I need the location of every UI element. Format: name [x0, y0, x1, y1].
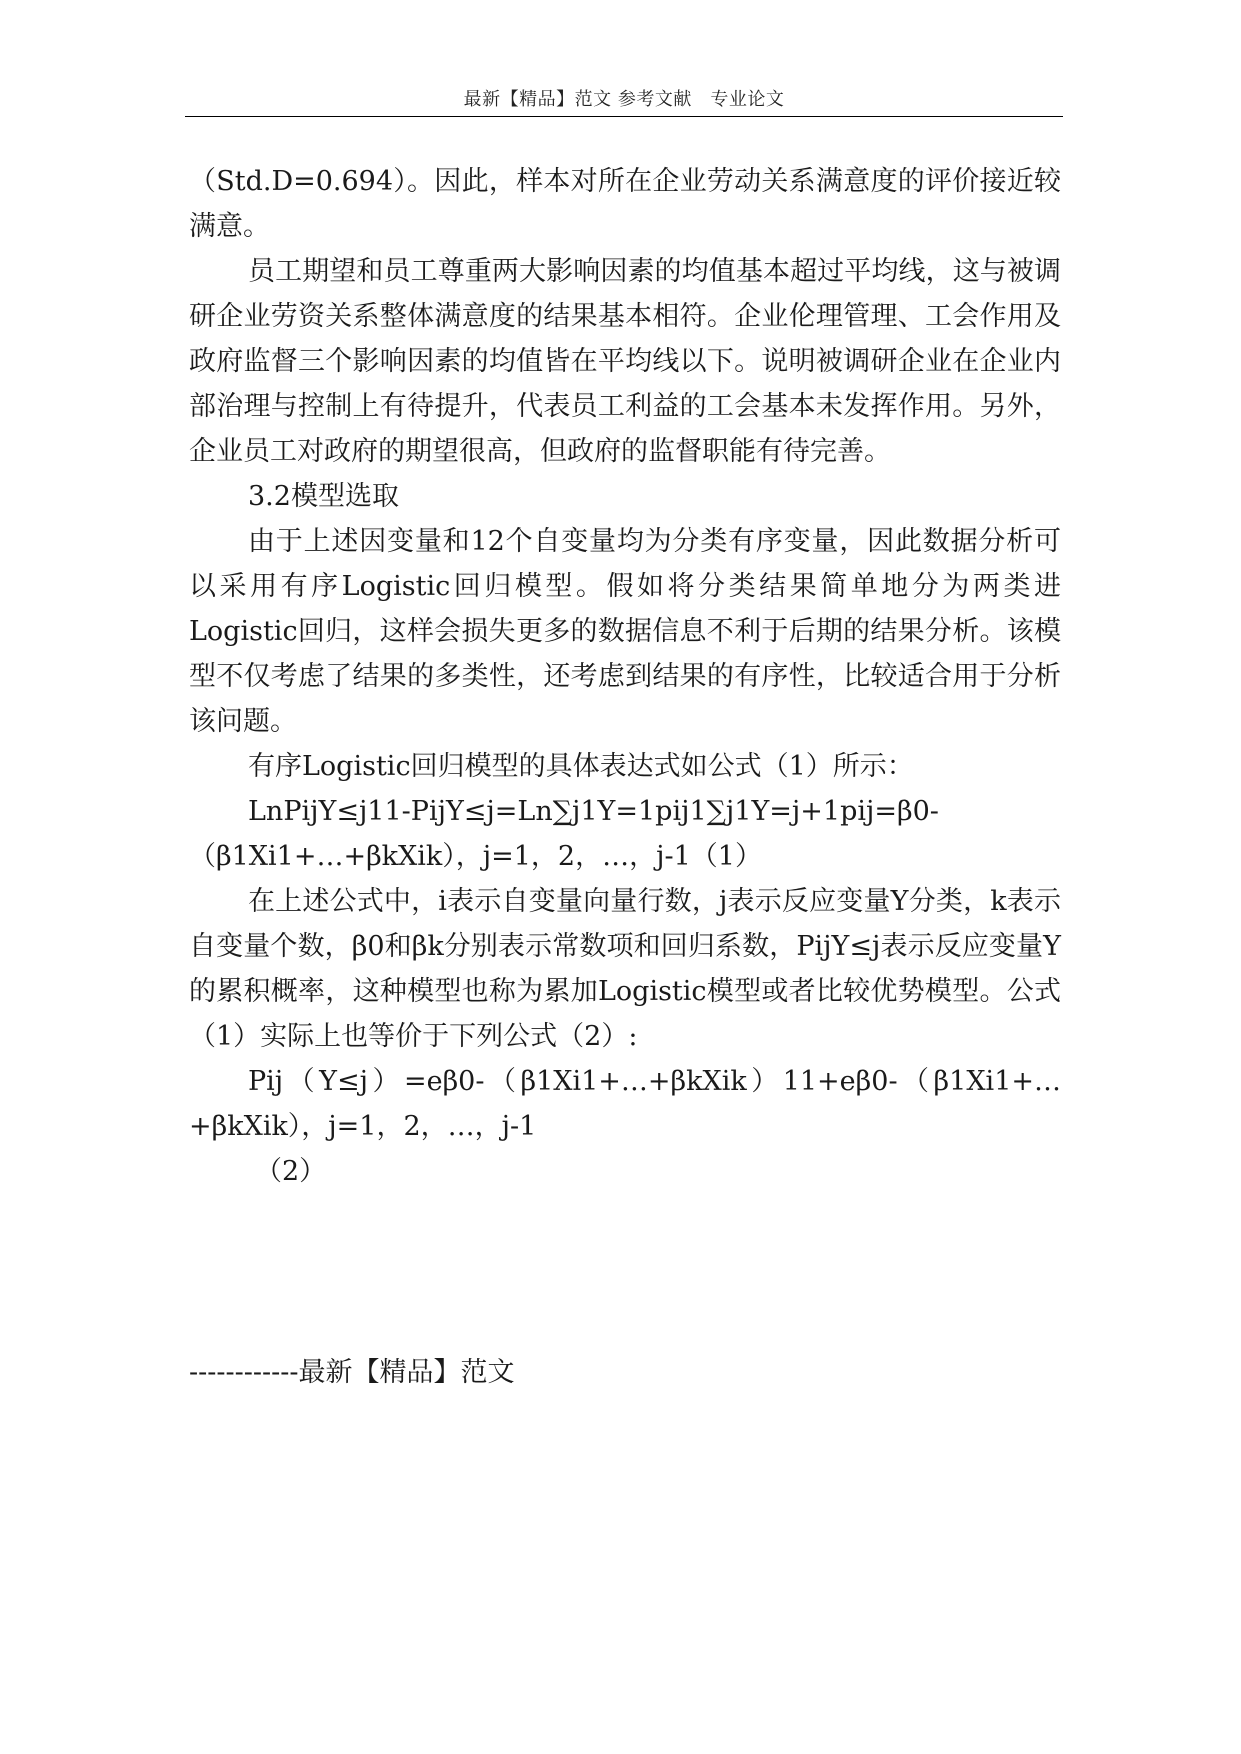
page-footer: ------------最新【精品】范文	[189, 1357, 515, 1388]
section-heading-model-selection: 3.2模型选取	[248, 481, 399, 512]
paragraph-std-deviation: （Std.D=0.694）。因此，样本对所在企业劳动关系满意度的评价接近较满意。	[189, 166, 1061, 242]
formula-2: Pij（Y≤j）=eβ0-（β1Xi1+…+βkXik）11+eβ0-（β1Xi1+…+βkXik），j=1，2，…，j-1	[189, 1066, 1061, 1142]
formula-2-number: （2）	[255, 1156, 327, 1187]
document-body	[189, 159, 1061, 1194]
paragraph-model-rationale: 由于上述因变量和12个自变量均为分类有序变量，因此数据分析可以采用有序Logistic回归模型。假如将分类结果简单地分为两类进Logistic回归，这样会损失更多的数据信息不利于后期的结果分析。该模型不仅考虑了结果的多类性，还考虑到结果的有序性，比较适合用于分析该问题。	[189, 526, 1061, 737]
paragraph-formula-intro: 有序Logistic回归模型的具体表达式如公式（1）所示：	[248, 751, 914, 782]
page-header: 最新【精品】范文 参考文献 专业论文	[463, 89, 785, 110]
paragraph-formula-explanation: 在上述公式中，i表示自变量向量行数，j表示反应变量Y分类，k表示自变量个数，β0和βk分别表示常数项和回归系数，PijY≤j表示反应变量Y的累积概率，这种模型也称为累加Logistic模型或者比较优势模型。公式（1）实际上也等价于下列公式（2）:	[189, 886, 1061, 1052]
paragraph-influence-factors: 员工期望和员工尊重两大影响因素的均值基本超过平均线，这与被调研企业劳资关系整体满意度的结果基本相符。企业伦理管理、工会作用及政府监督三个影响因素的均值皆在平均线以下。说明被调研企业在企业内部治理与控制上有待提升，代表员工利益的工会基本未发挥作用。另外，企业员工对政府的期望很高，但政府的监督职能有待完善。	[189, 256, 1061, 467]
formula-1: LnPijY≤j11-PijY≤j=Ln∑j1Y=1pij1∑j1Y=j+1pij=β0-（β1Xi1+…+βkXik），j=1，2，…，j-1（1）	[189, 796, 939, 872]
header-divider	[185, 116, 1063, 117]
